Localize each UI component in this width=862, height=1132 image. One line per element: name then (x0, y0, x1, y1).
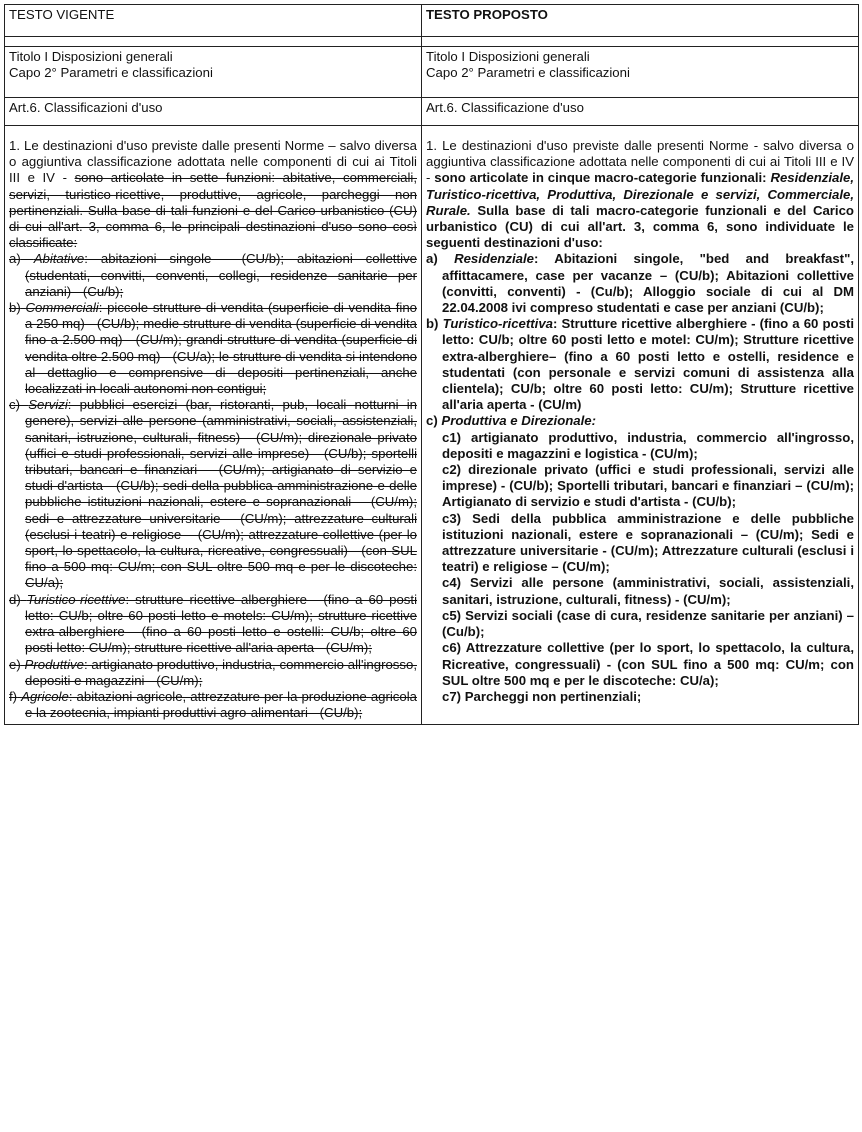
vigente-item-e (9, 657, 417, 689)
vigente-item-c (9, 397, 417, 591)
item-title: Produttive (24, 656, 84, 672)
sub-item-c5: c5) Servizi sociali (case di cura, residenze sanitarie per anziani) – (Cu/b); (442, 607, 854, 640)
proposto-intro-bold1: sono articolate in cinque macro-categorie funzionali: (434, 170, 771, 186)
item-text: : Strutture ricettive alberghiere - (fino a 60 posti letto: CU/b; oltre 60 posti letto e motel: CU/m); Strutture ricettive extra-alberghiere– (fino a 60 posti letto e ostelli, residence e studentati (con personale e servizi comuni di assistenza alla clientela); CU/b; oltre 60 posti letto: CU/m); Strutture ricettive all'aria aperta - (CU/m) (442, 316, 854, 413)
header-vigente: TESTO VIGENTE (5, 5, 422, 37)
vigente-item-b (9, 300, 417, 397)
item-letter: f) (9, 688, 18, 704)
titolo-left-line2: Capo 2° Parametri e classificazioni (9, 65, 213, 81)
item-letter: d) (9, 591, 21, 607)
item-letter: a) (9, 251, 21, 267)
proposto-item-c-subs (426, 430, 854, 705)
titolo-right-line1: Titolo I Disposizioni generali (426, 49, 590, 64)
vigente-item-f (9, 689, 417, 721)
proposto-item-a (426, 251, 854, 316)
item-letter: b) (426, 316, 439, 332)
proposto-intro (426, 138, 854, 251)
item-text: : piccole strutture di vendita (superficie di vendita fino a 250 mq) - (CU/b); medie strutture di vendita (superficie di vendita fino a 2.500 mq) - (CU/m); grandi strutture di vendita (superficie di vendita oltre 2.500 mq) - (CU/a); le strutture di vendita si intendono al dettaglio e comprensive di depositi pertinenziali, anche localizzati in locali autonomi non contigui; (25, 300, 417, 397)
titolo-proposto (422, 47, 859, 98)
titolo-right-line2: Capo 2° Parametri e classificazioni (426, 65, 630, 81)
vigente-item-d (9, 592, 417, 657)
sub-item-c3: c3) Sedi della pubblica amministrazione e delle pubbliche istituzioni nazionali, estere e sopranazionali – (CU/m); Sedi e attrezzature universitarie - (CU/m); Attrezzature culturali (esclusi i teatri) e religiose – (CU/m); (442, 510, 854, 575)
titolo-vigente (5, 47, 422, 98)
vigente-item-a (9, 251, 417, 300)
item-title: Turistico-ricettiva (442, 316, 553, 332)
proposto-item-b (426, 316, 854, 413)
proposto-intro-cats: Residenziale, Turistico-ricettiva, Produttiva, Direzionale e servizi, Commerciale, Rurale. (426, 170, 855, 218)
header-row (5, 5, 859, 37)
article-vigente: Art.6. Classificazioni d'uso (5, 98, 422, 126)
item-text: : abitazioni agricole, attrezzature per la produzione agricola e la zootecnia, impianti produttivi agro-alimentari - (CU/b); (25, 688, 417, 721)
vigente-intro-struck: sono articolate in sette funzioni: abitative, commerciali, servizi, turistico-ricettive, produttive, agricole, parcheggi non pertinenziali. Sulla base di tali funzioni e del Carico urbanistico (CU) di cui all'art. 3, comma 6, le principali destinazioni d'uso sono così classificate: (9, 170, 417, 251)
body-proposto (422, 126, 859, 725)
item-text: : artigianato produttivo, industria, commercio all'ingrosso, depositi e magazzini - (CU/m); (25, 656, 417, 688)
item-letter: a) (426, 251, 438, 267)
item-letter: c) (9, 397, 20, 413)
vigente-intro (9, 138, 417, 251)
article-row (5, 98, 859, 126)
item-letter: c) (426, 413, 438, 429)
item-title: Produttiva e Direzionale: (441, 413, 597, 429)
vigente-intro-plain: 1. Le destinazioni d'uso previste dalle presenti Norme – salvo diversa o aggiuntiva classificazione adottata nelle componenti di cui ai Titoli III e IV - (9, 138, 417, 186)
sub-item-c7: c7) Parcheggi non pertinenziali; (442, 688, 642, 704)
item-text: : strutture ricettive alberghiere - (fino a 60 posti letto: CU/b; oltre 60 posti letto e motels: CU/m); strutture ricettive extra-alberghiere - (fino a 60 posti letto e ostelli: CU/b; oltre 60 posti letto: CU/m); strutture ricettive all'aria aperta - (CU/m); (25, 591, 417, 656)
titolo-row (5, 47, 859, 98)
body-vigente (5, 126, 422, 725)
article-proposto: Art.6. Classificazione d'uso (422, 98, 859, 126)
vigente-items (9, 251, 417, 721)
item-title: Residenziale (454, 251, 534, 267)
proposto-item-c (426, 413, 854, 429)
item-title: Commerciali (25, 300, 99, 316)
body-row (5, 126, 859, 725)
header-proposto: TESTO PROPOSTO (422, 5, 859, 37)
item-title: Turistico-ricettive (26, 591, 126, 607)
item-text: : pubblici esercizi (bar, ristoranti, pub, locali notturni in genere), servizi alle persone (amministrativi, sociali, assistenziali, sanitari, istruzione, culturali, fitness) - (CU/m); direzionale privato (uffici e studi professionali, servizi alle imprese) - (CU/b); sportelli tributari, bancari e finanziari – (CU/m); artigianato di servizio e studi d'artista - (CU/b); sedi della pubblica amministrazione e delle pubbliche istituzioni nazionali, estere e sopranazionali – (CU/m); sedi e attrezzature universitarie - (CU/m); attrezzature culturali (esclusi i teatri) e religiose – (CU/m); attrezzature collettive (per lo sport, lo spettacolo, la cultura, ricreative, congressuali) - (con SUL fino a 500 mq: CU/m; con SUL oltre 500 mq e per le discoteche: CU/a); (25, 397, 418, 591)
item-text: : Abitazioni singole, "bed and breakfast", affittacamere, case per vacanze – (CU/b); Abitazioni collettive (convitti, conventi) - (Cu/b); Alloggio sociale di cui al DM 22.04.2008 ivi compreso studentati e case per anziani (CU/b); (442, 251, 854, 316)
titolo-left-line1: Titolo I Disposizioni generali (9, 49, 173, 64)
item-letter: e) (9, 656, 21, 672)
sub-item-c4: c4) Servizi alle persone (amministrativi, sociali, assistenziali, sanitari, istruzione, culturali, fitness) - (CU/m); (442, 575, 854, 607)
item-title: Abitative (33, 251, 85, 267)
proposto-items (426, 251, 854, 429)
proposto-intro-plain: 1. Le destinazioni d'uso previste dalle presenti Norme - salvo diversa o aggiuntiva classificazione adottata nelle componenti di cui ai Titoli III e IV - (426, 138, 854, 186)
sub-item-c1: c1) artigianato produttivo, industria, commercio all'ingrosso, depositi e magazzini e logistica - (CU/m); (442, 429, 854, 461)
proposto-intro-bold2: Sulla base di tali macro-categorie funzionali e del Carico urbanistico (CU) di cui all'art. 3, comma 6, sono individuate le seguenti destinazioni d'uso: (426, 202, 854, 251)
item-text: : abitazioni singole - (CU/b); abitazioni collettive (studentati, convitti, conventi, collegi, residenze sanitarie per anziani) - (Cu/b); (25, 251, 417, 299)
comparison-table (4, 4, 859, 725)
item-title: Agricole (21, 688, 69, 704)
item-letter: b) (9, 300, 21, 316)
sub-item-c2: c2) direzionale privato (uffici e studi professionali, servizi alle imprese) - (CU/b); Sportelli tributari, bancari e finanziari – (CU/m); Artigianato di servizio e studi d'artista - (CU/b); (442, 462, 854, 510)
sub-item-c6: c6) Attrezzature collettive (per lo sport, lo spettacolo, la cultura, Ricreative, congressuali) - (con SUL fino a 500 mq: CU/m; con SUL oltre 500 mq e per le discoteche: CU/a); (442, 640, 854, 688)
item-title: Servizi (28, 397, 68, 413)
